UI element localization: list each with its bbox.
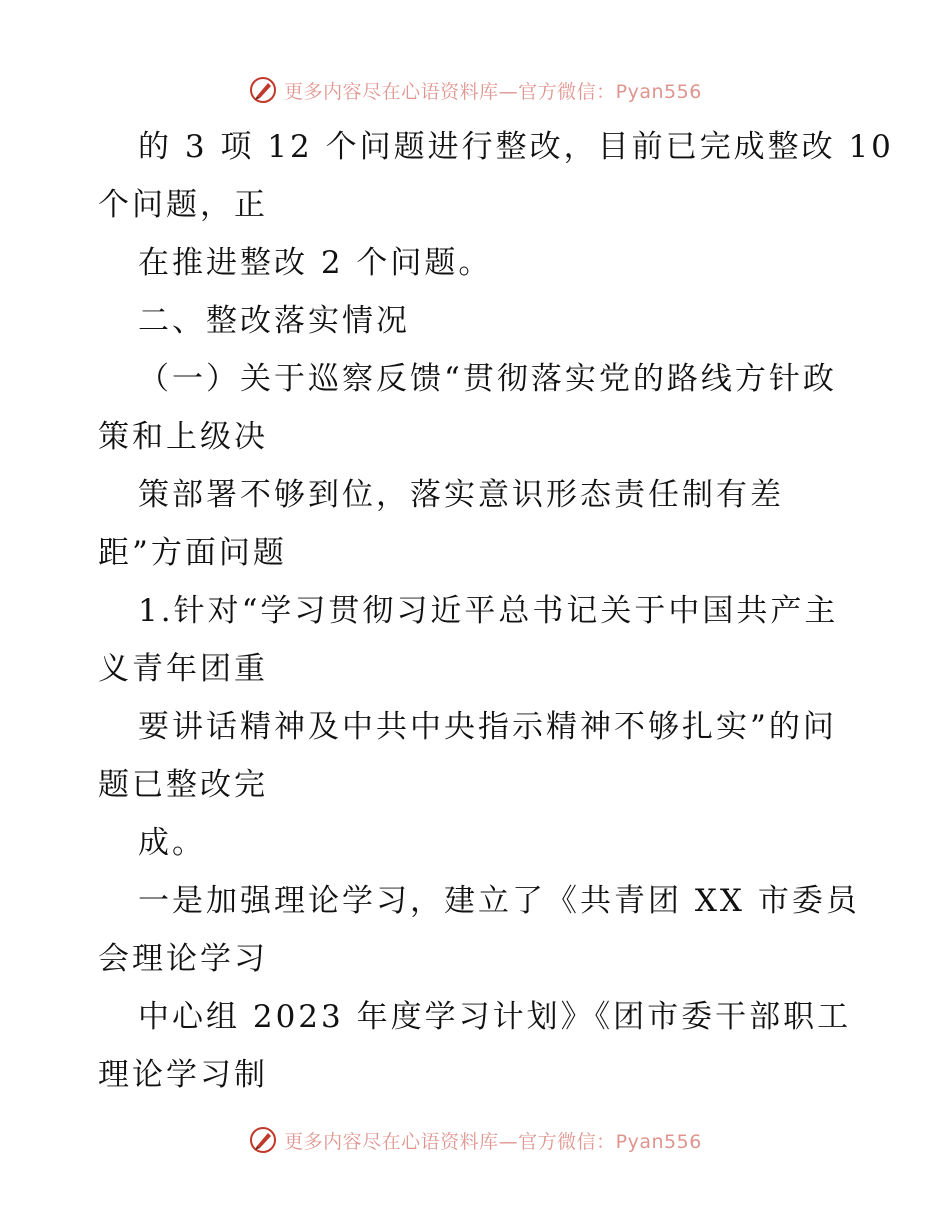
footer-watermark bbox=[0, 1120, 950, 1160]
header-watermark bbox=[0, 70, 950, 110]
text-line: 距”方面问题 bbox=[98, 535, 287, 571]
text-line: 题已整改完 bbox=[98, 767, 268, 803]
text-line: 理论学习制 bbox=[98, 1057, 268, 1093]
watermark-text: 更多内容尽在心语资料库—官方微信：Pyan556 bbox=[284, 80, 702, 103]
text-line: 策部署不够到位，落实意识形态责任制有差 bbox=[138, 477, 784, 513]
subsection-heading: （一）关于巡察反馈“贯彻落实党的路线方针政 bbox=[138, 361, 837, 397]
pen-logo-icon bbox=[248, 1125, 278, 1155]
text-line: 的 3 项 12 个问题进行整改，目前已完成整改 10 bbox=[138, 129, 894, 165]
text-line: 个问题，正 bbox=[98, 187, 268, 223]
text-line: 在推进整改 2 个问题。 bbox=[138, 245, 493, 281]
document-body bbox=[98, 118, 894, 1104]
text-line: 策和上级决 bbox=[98, 419, 268, 455]
text-line: 1.针对“学习贯彻习近平总书记关于中国共产主 bbox=[138, 593, 839, 629]
text-line: 成。 bbox=[138, 825, 206, 861]
section-heading: 二、整改落实情况 bbox=[138, 303, 410, 339]
text-line: 义青年团重 bbox=[98, 651, 268, 687]
text-line: 中心组 2023 年度学习计划》《团市委干部职工 bbox=[138, 999, 852, 1035]
text-line: 会理论学习 bbox=[98, 941, 268, 977]
watermark-text: 更多内容尽在心语资料库—官方微信：Pyan556 bbox=[284, 1130, 702, 1153]
text-line: 要讲话精神及中共中央指示精神不够扎实”的问 bbox=[138, 709, 837, 745]
pen-logo-icon bbox=[248, 75, 278, 105]
text-line: 一是加强理论学习，建立了《共青团 XX 市委员 bbox=[138, 883, 860, 919]
